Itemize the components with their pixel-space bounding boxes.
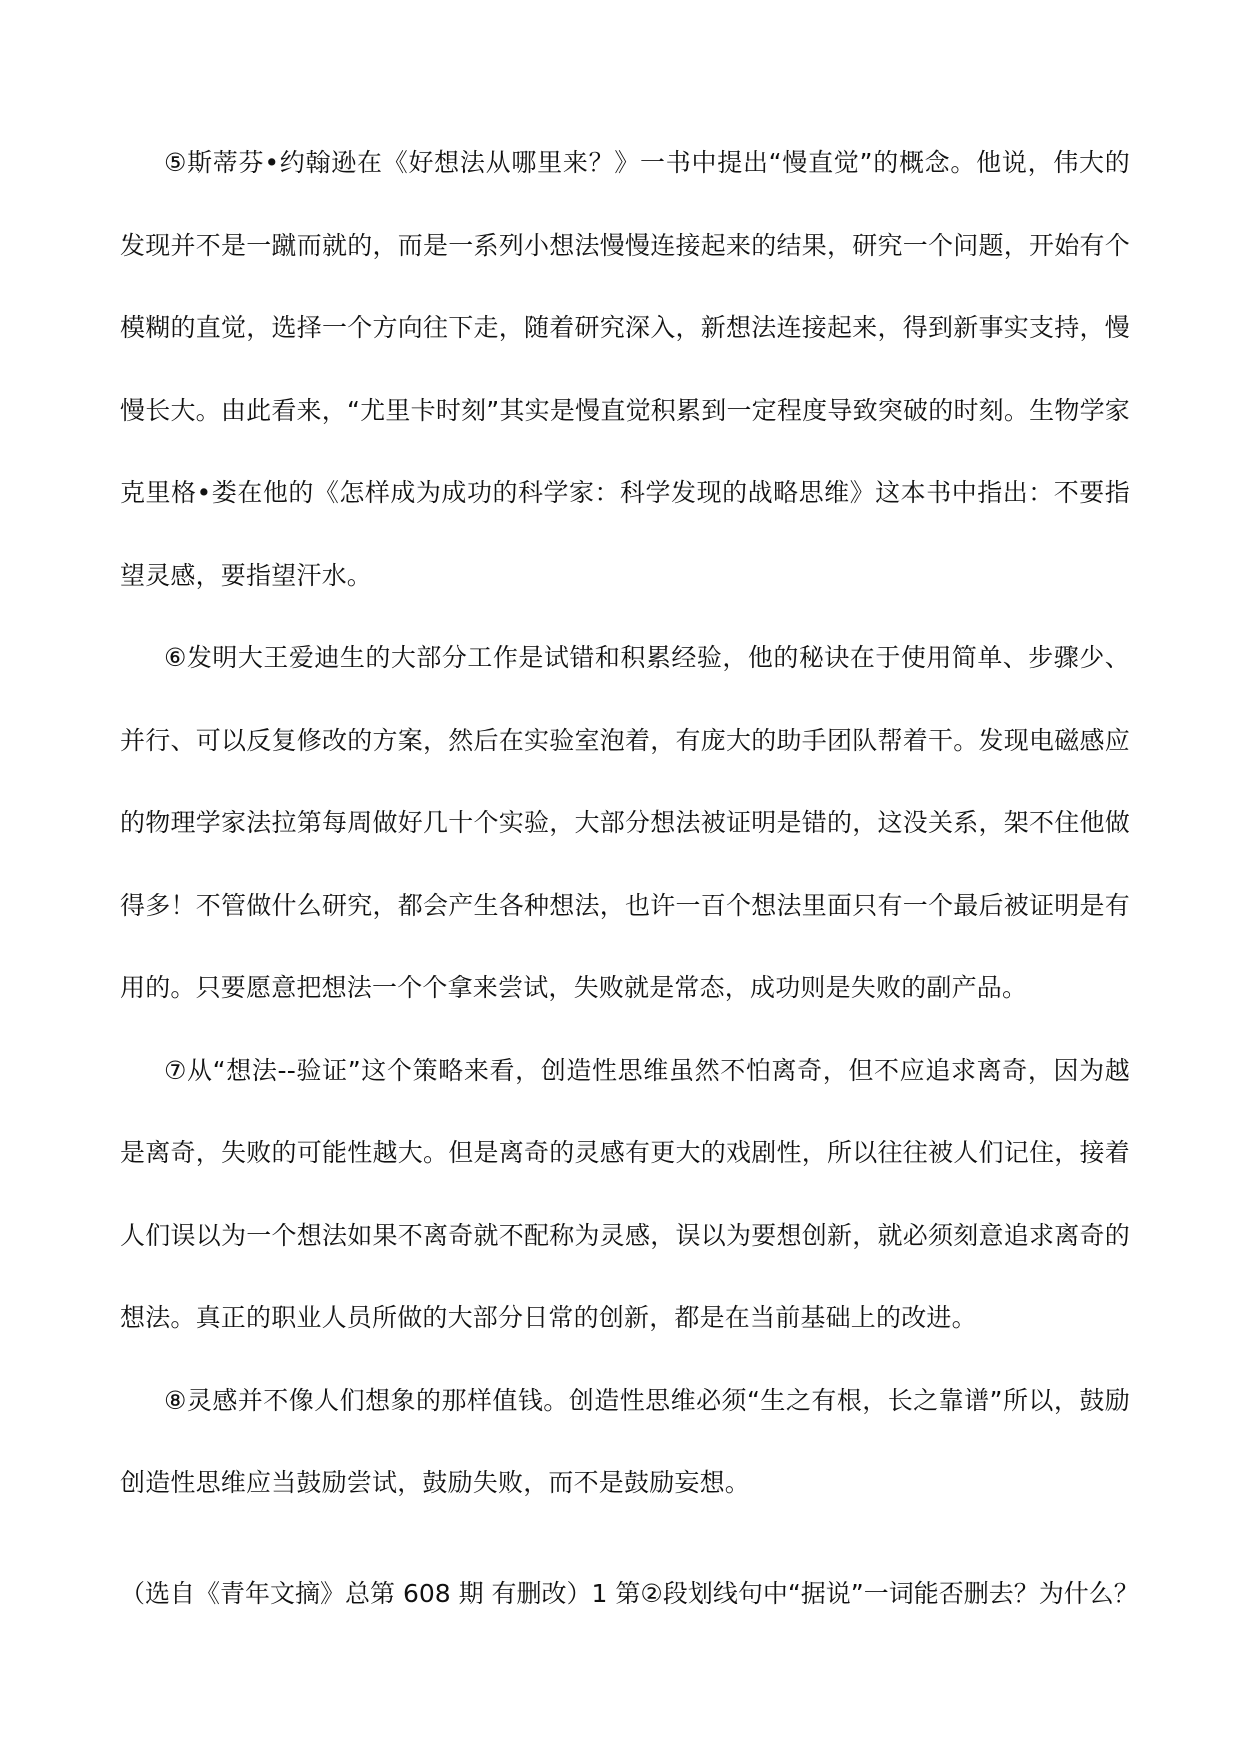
paragraph-5: ⑤斯蒂芬•约翰逊在《好想法从哪里来？》一书中提出“慢直觉”的概念。他说，伟大的发现并不是一蹴而就的，而是一系列小想法慢慢连接起来的结果，研究一个问题，开始有个模糊的直觉，选择一个方向往下走，随着研究深入，新想法连接起来，得到新事实支持，慢慢长大。由此看来，“尤里卡时刻”其实是慢直觉积累到一定程度导致突破的时刻。生物学家克里格•娄在他的《怎样成为成功的科学家：科学发现的战略思维》这本书中指出：不要指望灵感，要指望汗水。: [120, 148, 1130, 590]
paragraph-8: ⑧灵感并不像人们想象的那样值钱。创造性思维必须“生之有根，长之靠谱”所以，鼓励创造性思维应当鼓励尝试，鼓励失败，而不是鼓励妄想。: [120, 1385, 1130, 1497]
source-and-question: （选自《青年文摘》总第 608 期 有删改）1 第②段划线句中“据说”一词能否删去？为什么？: [120, 1579, 1139, 1608]
article-body: [120, 122, 1130, 1525]
paragraph-6: ⑥发明大王爱迪生的大部分工作是试错和积累经验，他的秘诀在于使用简单、步骤少、并行、可以反复修改的方案，然后在实验室泡着，有庞大的助手团队帮着干。发现电磁感应的物理学家法拉第每周做好几十个实验，大部分想法被证明是错的，这没关系，架不住他做得多！不管做什么研究，都会产生各种想法，也许一百个想法里面只有一个最后被证明是有用的。只要愿意把想法一个个拿来尝试，失败就是常态，成功则是失败的副产品。: [120, 643, 1130, 1002]
paragraph-7: ⑦从“想法--验证”这个策略来看，创造性思维虽然不怕离奇，但不应追求离奇，因为越是离奇，失败的可能性越大。但是离奇的灵感有更大的戏剧性，所以往往被人们记住，接着人们误以为一个想法如果不离奇就不配称为灵感，误以为要想创新，就必须刻意追求离奇的想法。真正的职业人员所做的大部分日常的创新，都是在当前基础上的改进。: [120, 1055, 1130, 1332]
